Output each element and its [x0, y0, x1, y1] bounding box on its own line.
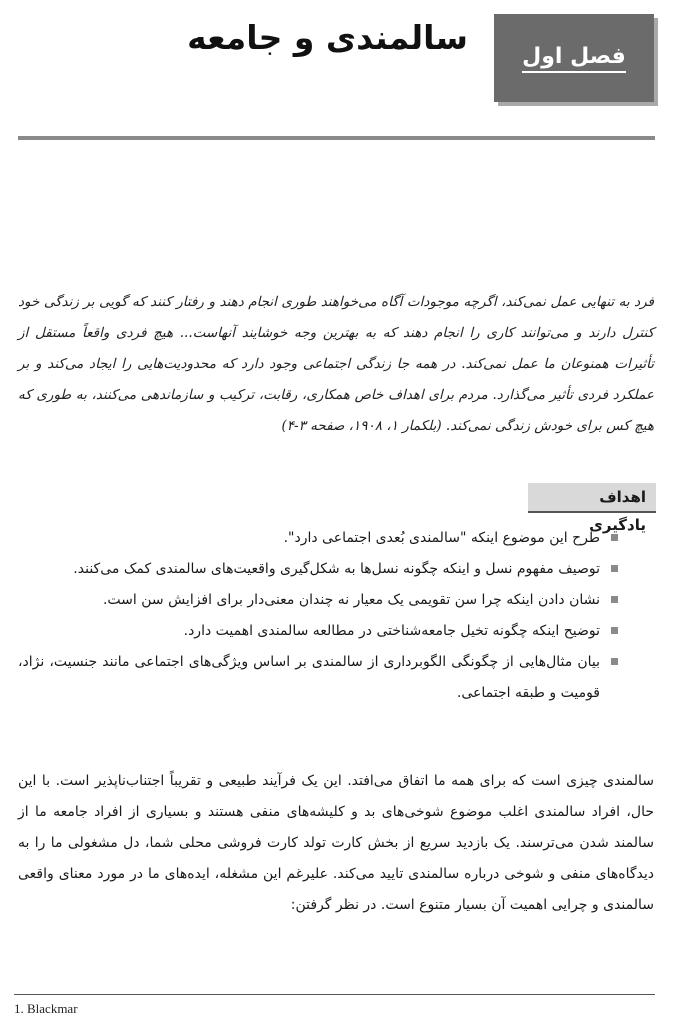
- objective-item: [18, 523, 618, 554]
- footnote-divider: [14, 994, 655, 995]
- epigraph-quote: فرد به تنهایی عمل نمی‌کند، اگرچه موجودات آگاه می‌خواهند طوری انجام دهند و رفتار کنند که گویی بر زندگی خود کنترل دارند و می‌توانند کاری را انجام دهند که به بهترین وجه خوشایند آنهاست... هیچ فردی واقعاً مستقل از تأثیرات همنوعان ما عمل نمی‌کند. در همه جا زندگی اجتماعی وجود دارد که محدودیت‌هایی را ایجاد می‌کند و بر عملکرد فردی تأثیر می‌گذارد. مردم برای اهداف خاص همکاری، رقابت، ترکیب و سازماندهی می‌کنند، به طوری که هیچ کس برای خودش زندگی نمی‌کند. (بلکمار ۱، ۱۹۰۸، صفحه ۳-۴): [18, 294, 654, 434]
- objective-text: نشان دادن اینکه چرا سن تقویمی یک معیار نه چندان معنی‌دار برای افزایش سن است.: [102, 592, 600, 608]
- chapter-box: [494, 14, 654, 102]
- objective-item: [18, 616, 618, 647]
- objective-text: طرح این موضوع اینکه "سالمندی بُعدی اجتماعی دارد".: [283, 530, 600, 546]
- objective-text: توصیف مفهوم نسل و اینکه چگونه نسل‌ها به شکل‌گیری واقعیت‌های سالمندی کمک می‌کنند.: [73, 561, 600, 577]
- objective-item: [18, 647, 618, 709]
- chapter-label: فصل اول: [522, 44, 626, 73]
- square-bullet-icon: [611, 627, 618, 634]
- square-bullet-icon: [611, 565, 618, 572]
- body-paragraph: سالمندی چیزی است که برای همه ما اتفاق می‌افتد. این یک فرآیند طبیعی و تقریباً اجتناب‌ناپذیر است. با این حال، افراد سالمندی اغلب موضوع شوخی‌های بد و کلیشه‌های منفی هستند و بسیاری از افراد جامعه ما از سالمند شدن می‌ترسند. یک بازدید سریع از بخش کارت تولد کارت فروشی محلی شما، دل مشغولی ما را به دیدگاه‌های منفی و شوخی درباره سالمندی تایید می‌کند. علیرغم این مشغله، ایده‌های ما در مورد معنای واقعی سالمندی و چرایی اهمیت آن بسیار متنوع است. در نظر گرفتن:: [18, 773, 654, 913]
- objective-item: [18, 554, 618, 585]
- objectives-header: اهداف یادگیری: [528, 483, 656, 513]
- footnote: 1. Blackmar: [14, 1001, 78, 1016]
- chapter-title: سالمندی و جامعه: [187, 18, 468, 57]
- square-bullet-icon: [611, 534, 618, 541]
- square-bullet-icon: [611, 596, 618, 603]
- objective-item: [18, 585, 618, 616]
- square-bullet-icon: [611, 658, 618, 665]
- objective-text: بیان مثال‌هایی از چگونگی الگوبرداری از سالمندی بر اساس ویژگی‌های اجتماعی مانند جنسیت، نژاد، قومیت و طبقه اجتماعی.: [18, 654, 600, 701]
- objectives-list: [18, 523, 618, 709]
- objective-text: توضیح اینکه چگونه تخیل جامعه‌شناختی در مطالعه سالمندی اهمیت دارد.: [183, 623, 600, 639]
- title-divider: [18, 136, 655, 140]
